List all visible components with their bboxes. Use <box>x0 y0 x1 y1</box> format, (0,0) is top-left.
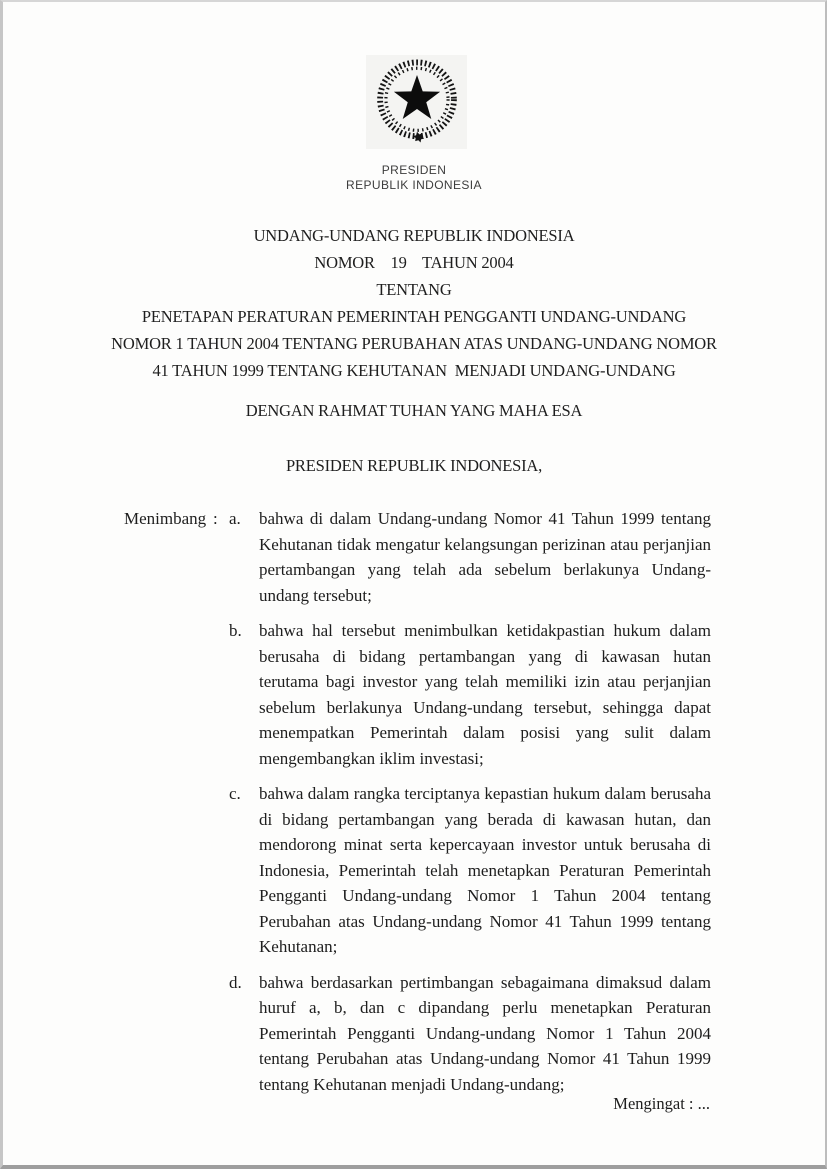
title-line-6: 41 TAHUN 1999 TENTANG KEHUTANAN MENJADI UNDANG-UNDANG <box>152 361 676 380</box>
considering-section <box>124 506 711 1097</box>
agency-header <box>3 163 825 193</box>
agency-line-presiden: PRESIDEN <box>381 163 447 177</box>
presidential-seal <box>366 55 467 149</box>
item-text: bahwa dalam rangka terciptanya kepastian hukum dalam berusaha di bidang pertambangan yang berada di kawasan hutan, dan mendorong minat serta kepercayaan investor untuk berusaha di Indonesia, Pemerintah telah menetapkan Peraturan Pemerintah Pengganti Undang-undang Nomor 1 Tahun 2004 tentang Perubahan atas Undang-undang Nomor 41 Tahun 1999 tentang Kehutanan; <box>259 784 711 956</box>
agency-line-republik-indonesia: REPUBLIK INDONESIA <box>346 178 482 192</box>
salutation-line: PRESIDEN REPUBLIK INDONESIA, <box>285 456 543 475</box>
item-letter: d. <box>229 972 242 992</box>
considering-item-b <box>229 618 711 771</box>
considering-colon: : <box>213 509 218 528</box>
invocation-line: DENGAN RAHMAT TUHAN YANG MAHA ESA <box>245 401 583 420</box>
item-text: bahwa berdasarkan pertimbangan sebagaimana dimaksud dalam huruf a, b, dan c dipandang perlu menetapkan Peraturan Pemerintah Pengganti Undang-undang Nomor 1 Tahun 2004 tentang Perubahan atas Undang-undang Nomor 41 Tahun 1999 tentang Kehutanan menjadi Undang-undang; <box>259 972 711 1094</box>
title-line-3-tentang: TENTANG <box>376 280 452 299</box>
item-letter: b. <box>229 621 242 640</box>
title-line-1: UNDANG-UNDANG REPUBLIK INDONESIA <box>253 226 575 245</box>
title-line-2-number-year: NOMOR 19 TAHUN 2004 <box>314 253 514 272</box>
law-title-block <box>3 222 825 384</box>
title-line-4: PENETAPAN PERATURAN PEMERINTAH PENGGANTI UNDANG-UNDANG <box>141 307 687 326</box>
considering-label: Menimbang <box>124 509 207 528</box>
catchword-mengingat: Mengingat : ... <box>613 1094 710 1113</box>
item-letter: c. <box>229 784 241 803</box>
star-wreath-presidential-seal-icon <box>370 57 464 147</box>
title-line-5: NOMOR 1 TAHUN 2004 TENTANG PERUBAHAN ATAS UNDANG-UNDANG NOMOR <box>111 334 717 353</box>
considering-item-c <box>229 781 711 960</box>
item-text: bahwa hal tersebut menimbulkan ketidakpastian hukum dalam berusaha di bidang pertambangan yang di kawasan hutan terutama bagi investor yang telah memiliki izin atau perjanjian sebelum berlakunya Undang-undang tersebut, sehingga dapat menempatkan Pemerintah dalam posisi yang sulit dalam mengembangkan iklim investasi; <box>259 621 711 768</box>
considering-items <box>229 506 711 1097</box>
item-text: bahwa di dalam Undang-undang Nomor 41 Tahun 1999 tentang Kehutanan tidak mengatur kelangsungan perizinan atau perjanjian pertambangan yang telah ada sebelum berlakunya Undang-undang tersebut; <box>259 509 711 605</box>
item-letter: a. <box>229 509 241 528</box>
considering-item-a <box>229 506 711 608</box>
considering-item-d <box>229 970 711 1098</box>
